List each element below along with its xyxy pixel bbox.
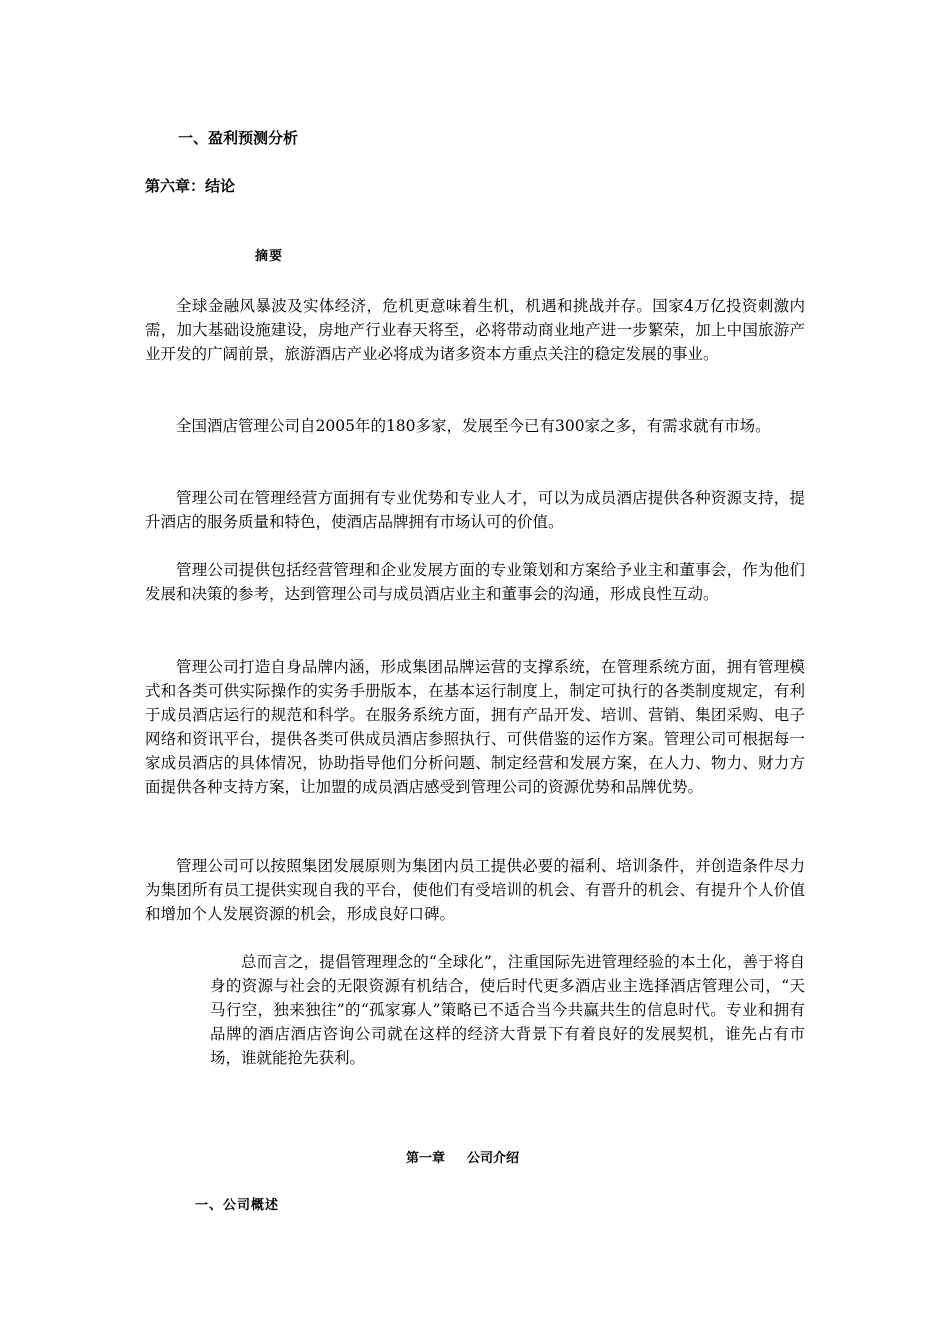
- abstract-paragraph-2: 全国酒店管理公司自2005年的180多家，发展至今已有300家之多，有需求就有市场。: [176, 417, 771, 435]
- section-heading-profit-forecast: 一、盈利预测分析: [178, 129, 299, 147]
- abstract-title: 摘要: [255, 249, 284, 264]
- abstract-paragraph-1: 全球金融风暴波及实体经济，危机更意味着生机，机遇和挑战并存。国家4万亿投资刺激内需，加大基础设施建设，房地产行业春天将至，必将带动商业地产进一步繁荣，加上中国旅游产业开发的广阔前景，旅游酒店产业必将成为诸多资本方重点关注的稳定发展的事业。: [145, 297, 805, 363]
- abstract-paragraph-4: 管理公司提供包括经营管理和企业发展方面的专业策划和方案给予业主和董事会，作为他们发展和决策的参考，达到管理公司与成员酒店业主和董事会的沟通，形成良性互动。: [145, 561, 805, 603]
- section-heading-company-overview: 一、公司概述: [195, 1198, 280, 1213]
- abstract-paragraph-5: 管理公司打造自身品牌内涵，形成集团品牌运营的支撑系统，在管理系统方面，拥有管理模式和各类可供实际操作的实务手册版本，在基本运行制度上，制定可执行的各类制度规定，有利于成员酒店运行的规范和科学。在服务系统方面，拥有产品开发、培训、营销、集团采购、电子网络和资讯平台，提供各类可供成员酒店参照执行、可供借鉴的运作方案。管理公司可根据每一家成员酒店的具体情况，协助指导他们分析问题、制定经营和发展方案，在人力、物力、财力方面提供各种支持方案，让加盟的成员酒店感受到管理公司的资源优势和品牌优势。: [145, 658, 805, 796]
- chapter-one-title: 公司介绍: [467, 1151, 520, 1166]
- abstract-paragraph-7: 总而言之，提倡管理理念的“全球化”，注重国际先进管理经验的本土化，善于将自身的资源与社会的无限资源有机结合，使后时代更多酒店业主选择酒店管理公司，“天马行空，独来独往”的“孤家寡人”策略已不适合当今共赢共生的信息时代。专业和拥有品牌的酒店酒店咨询公司就在这样的经济大背景下有着良好的发展契机，谁先占有市场，谁就能抢先获利。: [210, 953, 805, 1067]
- chapter-one-label: 第一章: [406, 1151, 446, 1166]
- abstract-paragraph-3: 管理公司在管理经营方面拥有专业优势和专业人才，可以为成员酒店提供各种资源支持，提升酒店的服务质量和特色，使酒店品牌拥有市场认可的价值。: [145, 489, 805, 531]
- chapter-six-heading: 第六章：结论: [145, 177, 236, 195]
- chapter-one-heading: [406, 1150, 519, 1168]
- abstract-paragraph-6: 管理公司可以按照集团发展原则为集团内员工提供必要的福利、培训条件，并创造条件尽力为集团所有员工提供实现自我的平台，使他们有受培训的机会、有晋升的机会、有提升个人价值和增加个人发展资源的机会，形成良好口碑。: [145, 857, 805, 923]
